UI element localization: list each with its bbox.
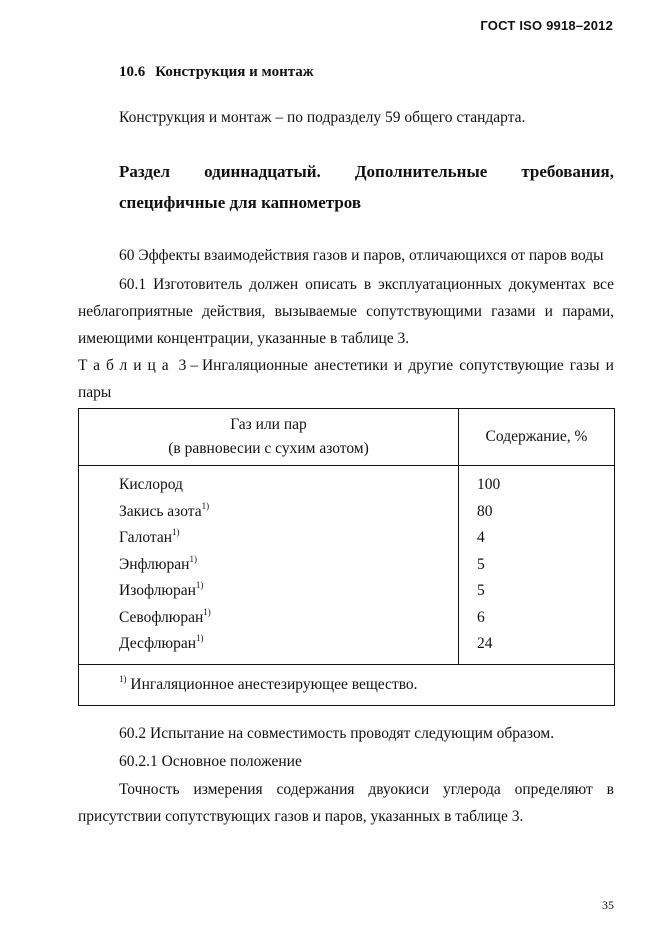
table-row [119,525,458,552]
content-value: 4 [477,529,485,546]
footnote-mark: 1) [189,553,197,564]
accuracy-line2: присутствии сопутствующих газов и паров, указанных в таблице 3. [78,808,524,825]
gas-name: Галотан [119,529,173,546]
section-title-word: Раздел [119,162,171,181]
footnote-mark: 1) [201,500,210,511]
table-caption-label: Таблица [78,357,175,374]
paragraph-construction: Конструкция и монтаж – по подразделу 59 общего стандарта. [119,109,526,126]
subsection-title: Конструкция и монтаж [155,64,314,80]
gas-name: Кислород [119,476,183,493]
table-row [119,578,458,605]
section-title-word: Дополнительные [354,162,488,181]
content-value: 24 [477,635,493,652]
footnote-mark: 1) [203,606,211,617]
content-value: 100 [477,476,501,493]
table-header-row [79,409,615,466]
content-value: 80 [477,502,493,520]
table-caption-text: Ингаляционные анестетики и другие сопутствующие газы и [201,357,614,374]
footnote-mark: 1) [195,580,204,590]
gas-name: Десфлюран [119,635,196,652]
clause-60-1-line2: неблагоприятные действия, вызываемые сопутствующими газами и парами, [78,303,614,320]
clause-60-1-line1: 60.1 Изготовитель должен описать в эксплуатационных документах все [119,276,614,293]
table-caption-dash: – [190,357,199,374]
content-value: 5 [477,555,485,573]
footnote-mark: 1) [196,633,204,643]
table-body [79,466,615,665]
table-footnote-row [79,664,615,705]
table-row [119,499,458,526]
gas-table [78,408,615,706]
subsection-number: 10.6 [119,64,146,80]
gas-name: Энфлюран [119,555,190,573]
content-value: 5 [477,582,485,599]
header-gas [79,409,459,466]
footnote-text: Ингаляционное анестезирующее вещество. [130,675,418,693]
gas-name: Севофлюран [119,608,204,626]
table-caption-number: 3 [178,357,187,374]
gas-name: Изофлюран [119,582,196,599]
header-gas-line2: (в равновесии с сухим азотом) [168,440,369,457]
clause-60: 60 Эффекты взаимодействия газов и паров, отличающихся от паров воды [119,247,604,264]
footnote-mark: 1) [172,527,180,537]
table-caption-line2: пары [78,384,112,401]
section-title-word: одиннадцатый. [204,162,321,181]
header-content: Содержание, % [459,409,615,466]
section-title-line2: специфичные для капнометров [119,193,362,212]
page-number: 35 [602,898,614,912]
standard-code: ГОСТ ISO 9918–2012 [480,18,613,33]
content-value: 6 [477,608,485,626]
table-row [119,605,458,632]
content-column [459,466,615,665]
footnote-mark: 1) [119,673,127,684]
gas-name: Закись азота [119,502,202,520]
section-title-word: требования, [521,162,614,181]
section-title-line1 [119,162,614,182]
gas-column [79,466,459,665]
header-gas-line1: Газ или пар [230,416,307,433]
accuracy-line1: Точность измерения содержания двуокиси углерода определяют в [119,781,614,798]
table-footnote [79,664,615,705]
clause-60-1-line3: имеющими концентрации, указанные в таблице 3. [78,330,410,347]
subsection-heading [119,64,314,81]
table-row [119,472,458,499]
table-caption-line1 [78,356,614,376]
table-row [119,631,458,658]
clause-60-2-1: 60.2.1 Основное положение [119,753,302,770]
table-row [119,552,458,579]
clause-60-2: 60.2 Испытание на совместимость проводят следующим образом. [119,725,555,742]
